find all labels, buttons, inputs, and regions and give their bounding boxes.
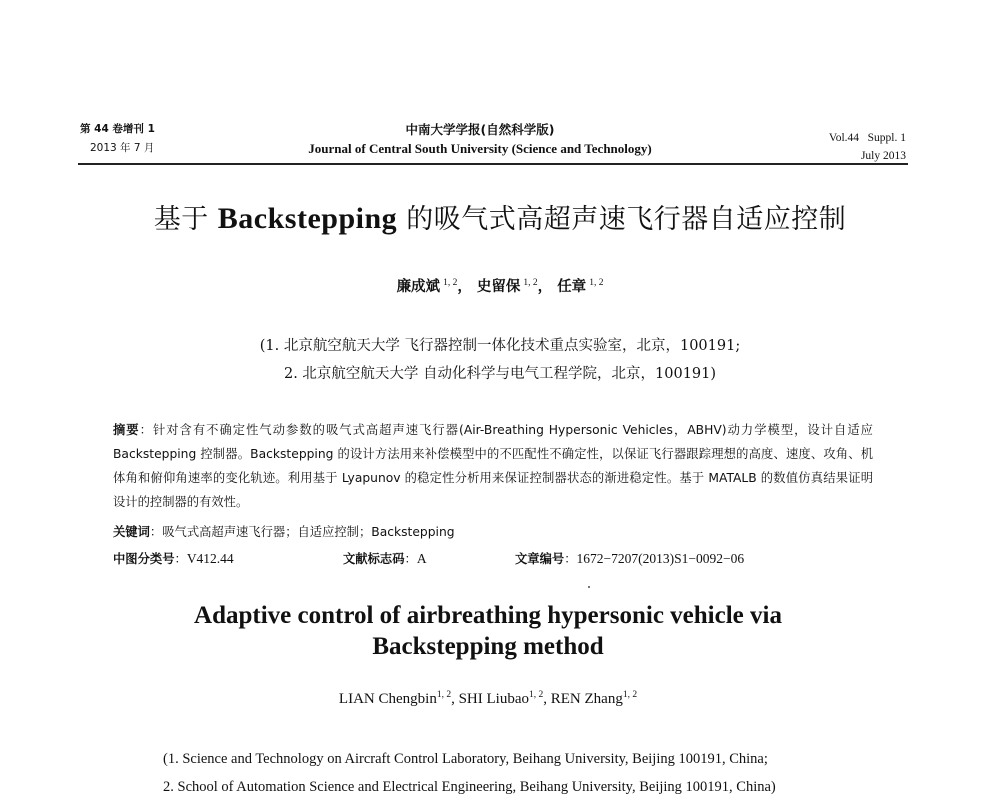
doc-code-colon: ： [404, 552, 417, 566]
abstract-colon: ： [139, 423, 153, 437]
keywords-label: 关键词 [113, 525, 150, 539]
scan-speck [588, 586, 590, 588]
author-en [339, 691, 459, 707]
affiliation-cn-1: (1. 北京航空航天大学 飞行器控制一体化技术重点实验室，北京，100191; [259, 338, 741, 354]
author-en [459, 691, 551, 707]
header-left [80, 120, 155, 158]
author-affil-mark: 1, 2 [443, 278, 458, 288]
author-name: SHI Liubao [458, 691, 529, 707]
author-separator: ， [537, 279, 553, 295]
author-separator: , [451, 691, 459, 707]
journal-name-en: Journal of Central South University (Science and Technology) [308, 141, 652, 156]
clc-colon: ： [174, 552, 187, 566]
paper-title-en [0, 600, 976, 662]
date-en: July 2013 [860, 150, 906, 162]
article-no-colon: ： [564, 552, 577, 566]
article-no-value: 1672−7207(2013)S1−0092−06 [576, 551, 745, 566]
title-cn-latin: Backstepping [217, 202, 398, 235]
paper-title-cn [0, 197, 1000, 236]
author-cn [557, 279, 603, 295]
affiliation-en-1: (1. Science and Technology on Aircraft Control Laboratory, Beihang University, Beijing 100191, China; [163, 751, 768, 767]
author-name: REN Zhang [550, 691, 623, 707]
header-divider [78, 163, 908, 165]
header-center [230, 120, 730, 158]
author-affil-mark: 1, 2 [622, 690, 638, 700]
author-affil-mark: 1, 2 [523, 278, 538, 288]
article-number [515, 548, 744, 570]
journal-name-cn: 中南大学学报(自然科学版) [405, 122, 555, 137]
affiliations-en [163, 745, 883, 801]
author-name: LIAN Chengbin [338, 691, 437, 707]
author-affil-mark: 1, 2 [589, 278, 604, 288]
authors-en [0, 690, 976, 708]
title-cn-suffix: 的吸气式高超声速飞行器自适应控制 [397, 204, 847, 235]
volume-cn: 第 44 卷增刊 1 [80, 123, 155, 135]
author-en [551, 691, 637, 707]
author-cn [477, 279, 552, 295]
affiliation-cn-2: 2. 北京航空航天大学 自动化科学与电气工程学院，北京，100191) [283, 366, 717, 382]
author-name: 史留保 [476, 279, 521, 295]
author-affil-mark: 1, 2 [529, 690, 544, 700]
keywords-text: 吸气式高超声速飞行器；自适应控制；Backstepping [162, 525, 455, 539]
doc-code-value: A [416, 551, 427, 566]
author-separator: , [543, 691, 551, 707]
document-code [343, 548, 427, 570]
keywords-cn [113, 521, 455, 543]
title-en-line-2: Backstepping method [372, 633, 604, 660]
doc-code-label: 文献标志码 [343, 552, 405, 566]
clc-value: V412.44 [186, 551, 234, 566]
volume-en: Vol.44 Suppl. 1 [828, 132, 906, 144]
authors-cn [0, 275, 1000, 296]
abstract-text: 针对含有不确定性气动参数的吸气式高超声速飞行器(Air-Breathing Hypersonic Vehicles，ABHV)动力学模型，设计自适应 Backstepping 控制器。Backstepping 的设计方法用来补偿模型中的不匹配性不确定性，以保证飞行器跟踪理想的高度、速度、攻角、机体角和俯仰角速率的变化轨迹。利用基于 Lyapunov 的稳定性分析用来保证控制器状态的渐进稳定性。基于 MATALB 的数值仿真结果证明设计的控制器的有效性。 [113, 423, 873, 509]
title-en-line-1: Adaptive control of airbreathing hypersonic vehicle via [194, 602, 782, 629]
author-separator: ， [457, 279, 472, 295]
clc-label: 中图分类号 [113, 552, 175, 566]
keywords-colon: ： [149, 525, 163, 539]
author-name: 任章 [557, 279, 587, 295]
title-cn-prefix: 基于 [153, 204, 218, 235]
header-right [829, 129, 906, 165]
date-cn: 2013 年 7 月 [90, 142, 155, 154]
affiliations-cn [0, 332, 1000, 388]
author-cn [397, 279, 472, 295]
affiliation-en-2: 2. School of Automation Science and Electrical Engineering, Beihang University, Beijing 100191, China) [163, 779, 776, 795]
article-no-label: 文章编号 [515, 552, 565, 566]
abstract-label: 摘要 [113, 423, 140, 437]
clc-number [113, 548, 234, 570]
running-header [80, 120, 906, 164]
author-name: 廉成斌 [396, 279, 441, 295]
author-affil-mark: 1, 2 [436, 690, 452, 700]
abstract-cn [113, 418, 873, 514]
